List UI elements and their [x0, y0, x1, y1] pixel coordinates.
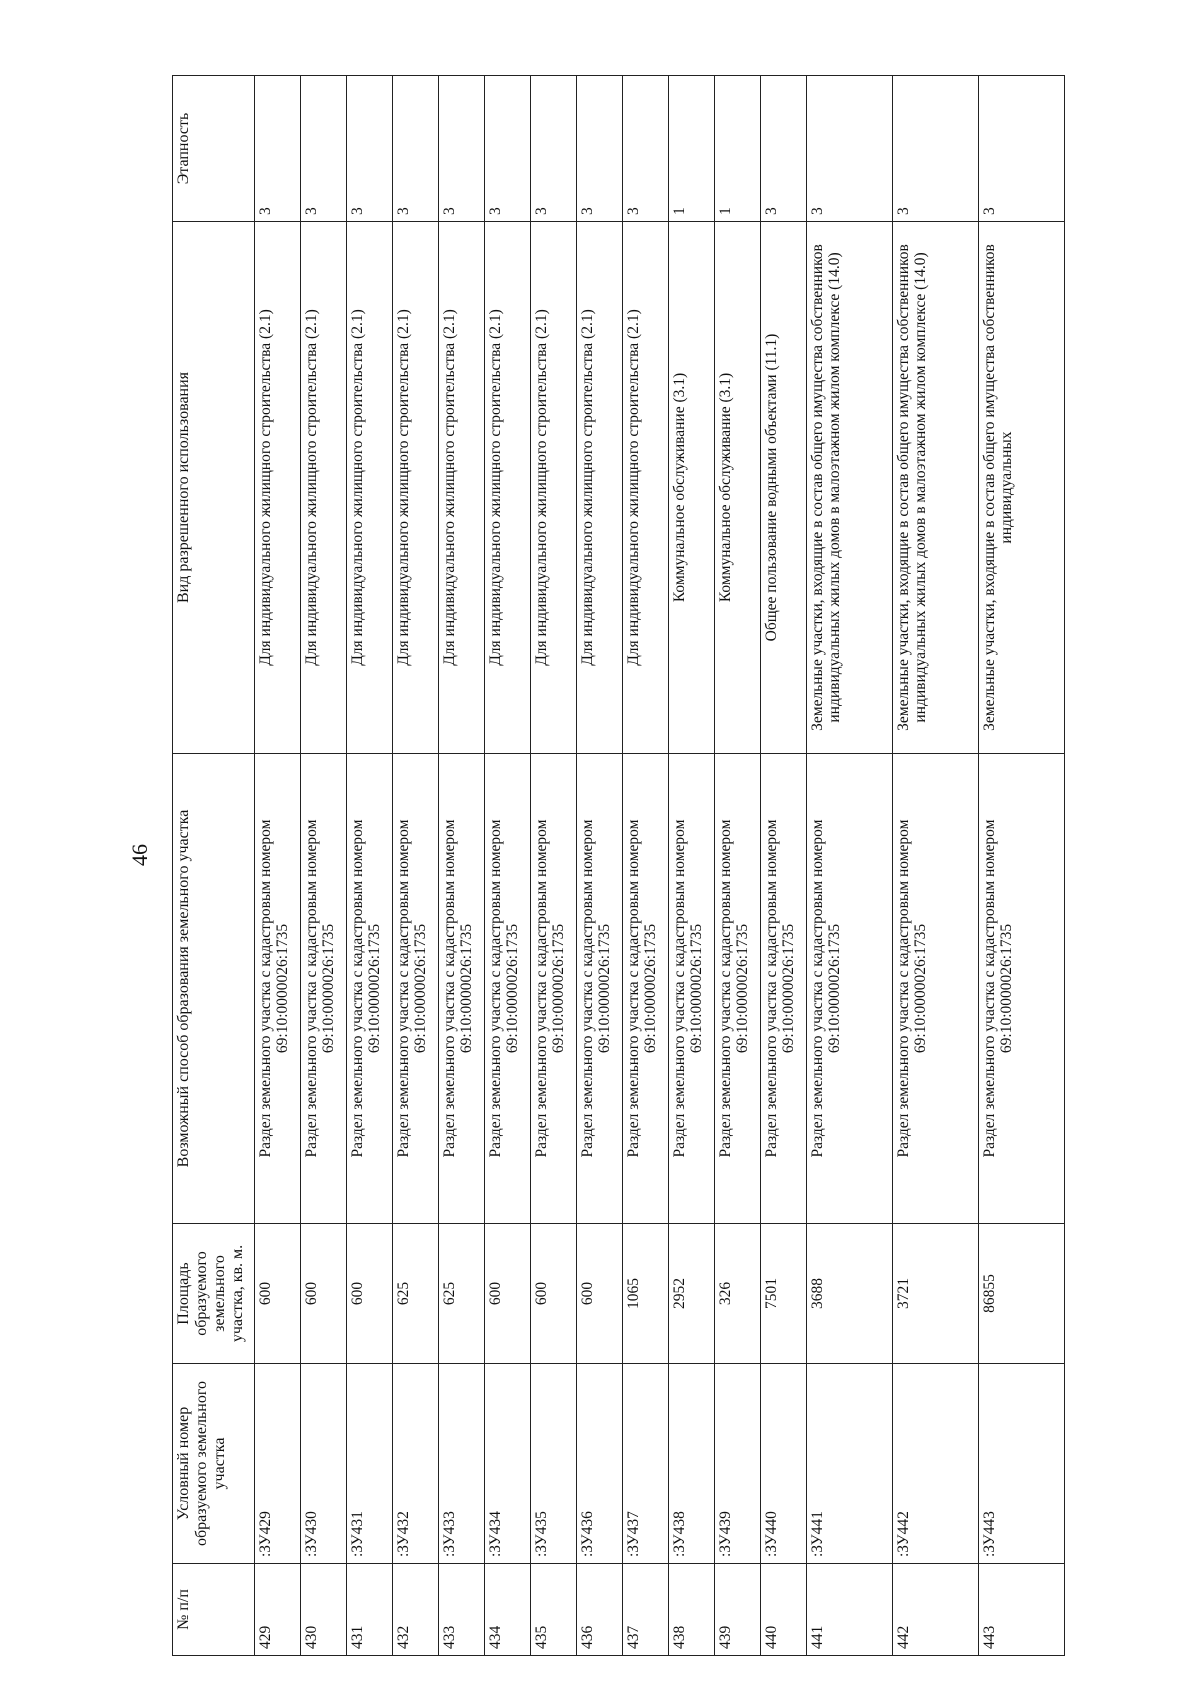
- cell-permitted-use: Земельные участки, входящие в состав общего имущества собственников индивидуальных жилых домов в малоэтажном жилом комплексе (14.0): [807, 222, 893, 754]
- cell-num: 437: [623, 1564, 669, 1656]
- cell-permitted-use: Земельные участки, входящие в состав общего имущества собственников индивидуальных: [979, 222, 1065, 754]
- cell-permitted-use: Коммунальное обслуживание (3.1): [715, 222, 761, 754]
- cell-floors: 3: [347, 76, 393, 222]
- cell-method: Раздел земельного участка с кадастровым номером 69:10:0000026:1735: [439, 754, 485, 1224]
- cell-permitted-use: Для индивидуального жилищного строительства (2.1): [347, 222, 393, 754]
- page-number: 46: [127, 844, 152, 866]
- cell-method: Раздел земельного участка с кадастровым номером 69:10:0000026:1735: [979, 754, 1065, 1224]
- cell-permitted-use: Для индивидуального жилищного строительства (2.1): [255, 222, 301, 754]
- cell-floors: 3: [979, 76, 1065, 222]
- table-row: [347, 76, 393, 1656]
- header-area: Площадь образуемого земельного участка, кв. м.: [173, 1224, 255, 1364]
- cell-permitted-use: Общее пользование водными объектами (11.1): [761, 222, 807, 754]
- table-row: [893, 76, 979, 1656]
- cell-floors: 3: [807, 76, 893, 222]
- cell-permitted-use: Для индивидуального жилищного строительства (2.1): [485, 222, 531, 754]
- cell-permitted-use: Для индивидуального жилищного строительства (2.1): [301, 222, 347, 754]
- header-num: № п/п: [173, 1564, 255, 1656]
- cell-num: 443: [979, 1564, 1065, 1656]
- cell-floors: 3: [439, 76, 485, 222]
- cell-num: 439: [715, 1564, 761, 1656]
- cell-method: Раздел земельного участка с кадастровым номером 69:10:0000026:1735: [301, 754, 347, 1224]
- cell-method: Раздел земельного участка с кадастровым номером 69:10:0000026:1735: [255, 754, 301, 1224]
- table-row: [715, 76, 761, 1656]
- cell-num: 431: [347, 1564, 393, 1656]
- table-row: [577, 76, 623, 1656]
- cell-num: 441: [807, 1564, 893, 1656]
- cell-permitted-use: Коммунальное обслуживание (3.1): [669, 222, 715, 754]
- cell-conditional-number: :ЗУ440: [761, 1364, 807, 1564]
- cell-floors: 1: [669, 76, 715, 222]
- cell-permitted-use: Для индивидуального жилищного строительства (2.1): [393, 222, 439, 754]
- cell-conditional-number: :ЗУ437: [623, 1364, 669, 1564]
- cell-area: 625: [439, 1224, 485, 1364]
- cell-method: Раздел земельного участка с кадастровым номером 69:10:0000026:1735: [577, 754, 623, 1224]
- cell-conditional-number: :ЗУ436: [577, 1364, 623, 1564]
- cell-permitted-use: Земельные участки, входящие в состав общего имущества собственников индивидуальных жилых домов в малоэтажном жилом комплексе (14.0): [893, 222, 979, 754]
- table-row: [807, 76, 893, 1656]
- cell-floors: 3: [301, 76, 347, 222]
- rotated-table-wrapper: [172, 76, 1050, 1656]
- cell-method: Раздел земельного участка с кадастровым номером 69:10:0000026:1735: [761, 754, 807, 1224]
- cell-conditional-number: :ЗУ442: [893, 1364, 979, 1564]
- cell-num: 436: [577, 1564, 623, 1656]
- cell-num: 434: [485, 1564, 531, 1656]
- cell-area: 1065: [623, 1224, 669, 1364]
- cell-conditional-number: :ЗУ433: [439, 1364, 485, 1564]
- cell-method: Раздел земельного участка с кадастровым номером 69:10:0000026:1735: [715, 754, 761, 1224]
- cell-area: 625: [393, 1224, 439, 1364]
- table-row: [485, 76, 531, 1656]
- cell-conditional-number: :ЗУ441: [807, 1364, 893, 1564]
- cell-area: 3688: [807, 1224, 893, 1364]
- land-plots-table: [172, 75, 1065, 1656]
- table-header-row: [173, 76, 255, 1656]
- cell-permitted-use: Для индивидуального жилищного строительства (2.1): [623, 222, 669, 754]
- cell-num: 433: [439, 1564, 485, 1656]
- cell-area: 2952: [669, 1224, 715, 1364]
- cell-method: Раздел земельного участка с кадастровым номером 69:10:0000026:1735: [893, 754, 979, 1224]
- cell-floors: 3: [623, 76, 669, 222]
- cell-area: 86855: [979, 1224, 1065, 1364]
- cell-area: 326: [715, 1224, 761, 1364]
- table-row: [761, 76, 807, 1656]
- cell-permitted-use: Для индивидуального жилищного строительства (2.1): [439, 222, 485, 754]
- cell-conditional-number: :ЗУ438: [669, 1364, 715, 1564]
- cell-conditional-number: :ЗУ431: [347, 1364, 393, 1564]
- cell-method: Раздел земельного участка с кадастровым номером 69:10:0000026:1735: [485, 754, 531, 1224]
- table-row: [531, 76, 577, 1656]
- cell-conditional-number: :ЗУ443: [979, 1364, 1065, 1564]
- cell-area: 600: [347, 1224, 393, 1364]
- cell-permitted-use: Для индивидуального жилищного строительства (2.1): [577, 222, 623, 754]
- table-row: [979, 76, 1065, 1656]
- table-row: [301, 76, 347, 1656]
- cell-conditional-number: :ЗУ430: [301, 1364, 347, 1564]
- header-permitted-use: Вид разрешенного использования: [173, 222, 255, 754]
- table-row: [669, 76, 715, 1656]
- cell-area: 7501: [761, 1224, 807, 1364]
- cell-conditional-number: :ЗУ435: [531, 1364, 577, 1564]
- cell-permitted-use: Для индивидуального жилищного строительства (2.1): [531, 222, 577, 754]
- header-conditional-number: Условный номер образуемого земельного участка: [173, 1364, 255, 1564]
- table-row: [393, 76, 439, 1656]
- cell-floors: 3: [577, 76, 623, 222]
- cell-area: 3721: [893, 1224, 979, 1364]
- cell-floors: 3: [393, 76, 439, 222]
- cell-num: 429: [255, 1564, 301, 1656]
- cell-method: Раздел земельного участка с кадастровым номером 69:10:0000026:1735: [347, 754, 393, 1224]
- header-floors: Этапность: [173, 76, 255, 222]
- cell-method: Раздел земельного участка с кадастровым номером 69:10:0000026:1735: [807, 754, 893, 1224]
- table-row: [439, 76, 485, 1656]
- cell-conditional-number: :ЗУ429: [255, 1364, 301, 1564]
- cell-area: 600: [485, 1224, 531, 1364]
- cell-method: Раздел земельного участка с кадастровым номером 69:10:0000026:1735: [393, 754, 439, 1224]
- cell-method: Раздел земельного участка с кадастровым номером 69:10:0000026:1735: [623, 754, 669, 1224]
- cell-area: 600: [255, 1224, 301, 1364]
- cell-conditional-number: :ЗУ432: [393, 1364, 439, 1564]
- cell-floors: 1: [715, 76, 761, 222]
- cell-num: 435: [531, 1564, 577, 1656]
- table-body: [255, 76, 1065, 1656]
- cell-floors: 3: [255, 76, 301, 222]
- cell-num: 440: [761, 1564, 807, 1656]
- cell-area: 600: [531, 1224, 577, 1364]
- cell-method: Раздел земельного участка с кадастровым номером 69:10:0000026:1735: [531, 754, 577, 1224]
- cell-area: 600: [301, 1224, 347, 1364]
- cell-num: 432: [393, 1564, 439, 1656]
- table-row: [255, 76, 301, 1656]
- cell-conditional-number: :ЗУ439: [715, 1364, 761, 1564]
- cell-floors: 3: [893, 76, 979, 222]
- table-row: [623, 76, 669, 1656]
- cell-num: 438: [669, 1564, 715, 1656]
- cell-floors: 3: [485, 76, 531, 222]
- cell-area: 600: [577, 1224, 623, 1364]
- header-method: Возможный способ образования земельного участка: [173, 754, 255, 1224]
- cell-num: 442: [893, 1564, 979, 1656]
- cell-conditional-number: :ЗУ434: [485, 1364, 531, 1564]
- cell-floors: 3: [531, 76, 577, 222]
- cell-floors: 3: [761, 76, 807, 222]
- cell-method: Раздел земельного участка с кадастровым номером 69:10:0000026:1735: [669, 754, 715, 1224]
- cell-num: 430: [301, 1564, 347, 1656]
